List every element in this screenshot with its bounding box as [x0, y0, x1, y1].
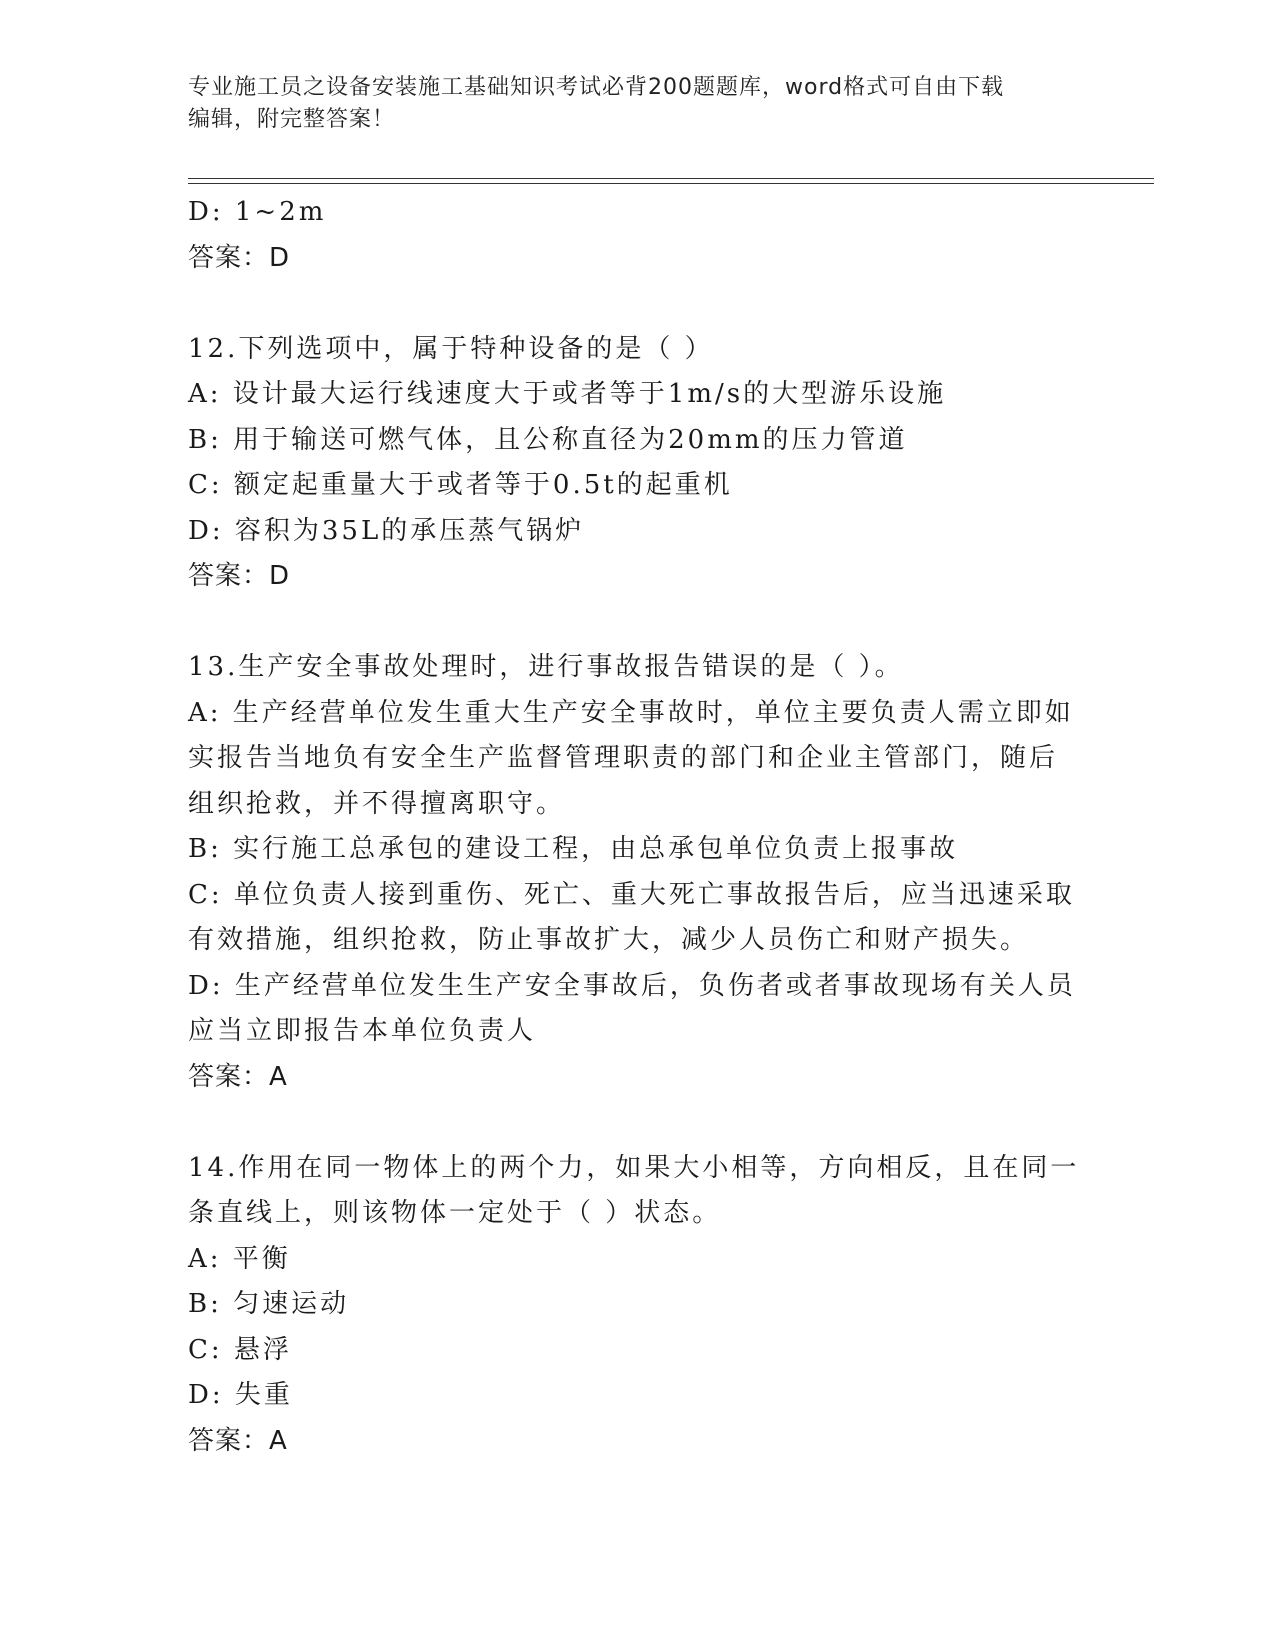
option-a-line-3: 组织抢救，并不得擅离职守。: [188, 788, 566, 819]
spacer: [188, 600, 1088, 646]
question-stem: 12.下列选项中，属于特种设备的是（ ）: [188, 333, 714, 364]
question-stem-line-2: 条直线上，则该物体一定处于（ ）状态。: [188, 1198, 722, 1228]
answer: 答案：A: [188, 1425, 288, 1456]
spacer: [188, 1100, 1088, 1146]
header-line-1: 专业施工员之设备安装施工基础知识考试必背200题题库，word格式可自由下载: [188, 75, 1005, 100]
option-c: C: 额定起重量大于或者等于0.5t的起重机: [188, 470, 733, 500]
option-d-line-2: 应当立即报告本单位负责人: [188, 1016, 537, 1046]
question-content: [188, 190, 1088, 1464]
question-stem-line-1: 14.作用在同一物体上的两个力，如果大小相等，方向相反，且在同一: [188, 1152, 1080, 1183]
spacer: [188, 281, 1088, 327]
option-c-line-2: 有效措施，组织抢救，防止事故扩大，减少人员伤亡和财产损失。: [188, 925, 1030, 955]
document-header: [188, 72, 1068, 136]
question-14: [188, 1146, 1088, 1465]
answer: 答案：D: [188, 242, 291, 273]
option-a: A: 设计最大运行线速度大于或者等于1m/s的大型游乐设施: [188, 379, 947, 409]
previous-question-tail: [188, 190, 1088, 281]
header-line-2: 编辑，附完整答案！: [188, 107, 396, 132]
option-b: B: 匀速运动: [188, 1289, 350, 1319]
option-b: B: 用于输送可燃气体，且公称直径为20mm的压力管道: [188, 424, 908, 455]
option-d: D: 失重: [188, 1380, 293, 1410]
option-a-line-1: A: 生产经营单位发生重大生产安全事故时，单位主要负责人需立即如: [188, 697, 1074, 728]
question-stem: 13.生产安全事故处理时，进行事故报告错误的是（ ）。: [188, 652, 904, 682]
option-d-line-1: D: 生产经营单位发生生产安全事故后，负伤者或者事故现场有关人员: [188, 970, 1076, 1001]
option-c-line-1: C: 单位负责人接到重伤、死亡、重大死亡事故报告后，应当迅速采取: [188, 879, 1075, 910]
answer: 答案：D: [188, 561, 291, 591]
option-d: D: 容积为35L的承压蒸气锅炉: [188, 515, 585, 546]
option-a-line-2: 实报告当地负有安全生产监督管理职责的部门和企业主管部门，随后: [188, 743, 1059, 773]
option-b: B: 实行施工总承包的建设工程，由总承包单位负责上报事故: [188, 834, 959, 864]
option-a: A: 平衡: [188, 1243, 291, 1274]
question-13: [188, 645, 1088, 1100]
header-divider-top: [188, 178, 1154, 179]
header-divider-bottom: [188, 183, 1154, 184]
answer: 答案：A: [188, 1061, 288, 1092]
option-d: D: 1~2m: [188, 197, 327, 227]
question-12: [188, 327, 1088, 600]
option-c: C: 悬浮: [188, 1334, 292, 1365]
